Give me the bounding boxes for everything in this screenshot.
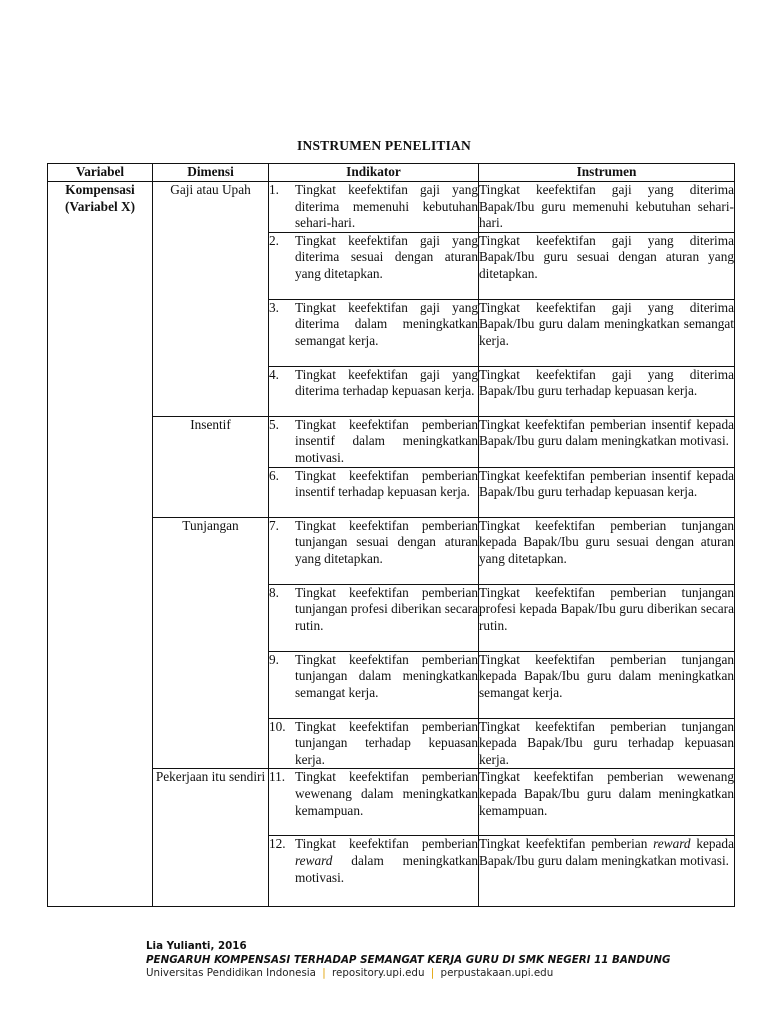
footer-university: Universitas Pendidikan Indonesia [146, 967, 316, 979]
indicator-text: Tingkat keefektifan gaji yang diterima memenuhi kebutuhan sehari-hari. [295, 182, 478, 231]
indicator-cell [269, 416, 479, 467]
dimension-cell: Gaji atau Upah [153, 182, 269, 417]
indicator-text: Tingkat keefektifan gaji yang diterima terhadap kepuasan kerja. [295, 366, 478, 399]
dimension-cell: Pekerjaan itu sendiri [153, 769, 269, 907]
indicator-number: 11. [269, 769, 286, 785]
indicator-cell [269, 366, 479, 416]
dimension-cell: Insentif [153, 416, 269, 517]
instrument-cell: Tingkat keefektifan pemberian tunjangan kepada Bapak/Ibu guru sesuai dengan aturan yang ditetapkan. [479, 517, 735, 584]
header-variabel: Variabel [48, 164, 153, 182]
indicator-text: Tingkat keefektifan pemberian tunjangan sesuai dengan aturan yang ditetapkan. [295, 517, 478, 566]
text-segment: Tingkat keefektifan pemberian [295, 836, 478, 852]
indicator-number: 2. [269, 232, 279, 248]
indicator-text: Tingkat keefektifan pemberian tunjangan profesi diberikan secara rutin. [295, 584, 478, 633]
instrument-cell: Tingkat keefektifan gaji yang diterima Bapak/Ibu guru sesuai dengan aturan yang ditetapkan. [479, 232, 735, 299]
indicator-cell [269, 182, 479, 233]
footer-author: Lia Yulianti, 2016 [146, 940, 247, 952]
indicator-text: Tingkat keefektifan pemberian insentif terhadap kepuasan kerja. [295, 467, 478, 500]
footer-links [146, 967, 670, 981]
indicator-number: 5. [269, 416, 279, 432]
text-segment: Tingkat keefektifan pemberian [479, 836, 654, 852]
instrument-cell: Tingkat keefektifan pemberian insentif kepada Bapak/Ibu guru terhadap kepuasan kerja. [479, 467, 735, 517]
indicator-number: 3. [269, 299, 279, 315]
italic-term: reward [653, 836, 691, 852]
indicator-text: Tingkat keefektifan pemberian tunjangan dalam meningkatkan semangat kerja. [295, 651, 478, 700]
indicator-number: 9. [269, 651, 279, 667]
table-body [48, 182, 735, 907]
indicator-number: 4. [269, 366, 279, 382]
header-dimensi: Dimensi [153, 164, 269, 182]
variable-label: (Variabel X) [64, 198, 136, 214]
table-row [48, 182, 735, 233]
indicator-cell [269, 651, 479, 718]
indicator-text: Tingkat keefektifan gaji yang diterima sesuai dengan aturan yang ditetapkan. [295, 232, 478, 281]
instrument-cell: Tingkat keefektifan gaji yang diterima Bapak/Ibu guru terhadap kepuasan kerja. [479, 366, 735, 416]
indicator-number: 8. [269, 584, 279, 600]
page-footer [146, 940, 670, 981]
footer-library-link[interactable]: perpustakaan.upi.edu [440, 967, 554, 979]
indicator-number: 12. [269, 836, 286, 852]
page-title: INSTRUMEN PENELITIAN [297, 138, 471, 153]
indicator-cell [269, 718, 479, 769]
italic-term: reward [295, 852, 333, 868]
footer-separator: | [430, 967, 435, 979]
indicator-text [295, 836, 478, 886]
indicator-text: Tingkat keefektifan gaji yang diterima dalam meningkatkan semangat kerja. [295, 299, 478, 348]
instrument-cell: Tingkat keefektifan pemberian tunjangan kepada Bapak/Ibu guru terhadap kepuasan kerja. [479, 718, 735, 769]
instrument-cell: Tingkat keefektifan gaji yang diterima Bapak/Ibu guru memenuhi kebutuhan sehari-hari. [479, 182, 735, 233]
variable-name: Kompensasi [65, 182, 135, 197]
indicator-cell [269, 836, 479, 907]
footer-thesis-title: PENGARUH KOMPENSASI TERHADAP SEMANGAT KERJA GURU DI SMK NEGERI 11 BANDUNG [146, 953, 671, 966]
indicator-cell [269, 299, 479, 366]
indicator-cell [269, 232, 479, 299]
instrument-cell [479, 836, 735, 907]
indicator-cell [269, 769, 479, 836]
footer-separator: | [322, 967, 326, 979]
header-indikator: Indikator [269, 164, 479, 182]
indicator-cell [269, 584, 479, 651]
indicator-cell [269, 517, 479, 584]
indicator-number: 7. [269, 517, 279, 533]
indicator-number: 6. [269, 467, 279, 483]
indicator-number: 1. [269, 182, 279, 197]
text-segment: dalam meningkatkan motivasi. [295, 852, 478, 885]
indicator-text: Tingkat keefektifan pemberian wewenang dalam meningkatkan kemampuan. [295, 769, 478, 818]
dimension-cell: Tunjangan [153, 517, 269, 769]
header-instrumen: Instrumen [479, 164, 735, 182]
indicator-text: Tingkat keefektifan pemberian tunjangan terhadap kepuasan kerja. [295, 718, 478, 767]
instrument-cell: Tingkat keefektifan pemberian wewenang kepada Bapak/Ibu guru dalam meningkatkan kemampuan. [479, 769, 735, 836]
variable-cell [48, 182, 153, 907]
instrument-cell: Tingkat keefektifan pemberian tunjangan profesi kepada Bapak/Ibu guru diberikan secara rutin. [479, 584, 735, 651]
indicator-text: Tingkat keefektifan pemberian insentif dalam meningkatkan motivasi. [295, 416, 478, 465]
indicator-number: 10. [269, 718, 286, 734]
instrument-table [47, 163, 735, 907]
instrument-cell: Tingkat keefektifan pemberian insentif kepada Bapak/Ibu guru dalam meningkatkan motivasi. [479, 416, 735, 467]
text-segment: kepada Bapak/Ibu guru dalam meningkatkan motivasi. [479, 836, 734, 868]
instrument-cell: Tingkat keefektifan gaji yang diterima Bapak/Ibu guru dalam meningkatkan semangat kerja. [479, 299, 735, 366]
indicator-cell [269, 467, 479, 517]
instrument-cell: Tingkat keefektifan pemberian tunjangan kepada Bapak/Ibu guru dalam meningkatkan semangat kerja. [479, 651, 735, 718]
table-header-row [48, 164, 735, 182]
footer-repository-link[interactable]: repository.upi.edu [332, 967, 425, 979]
